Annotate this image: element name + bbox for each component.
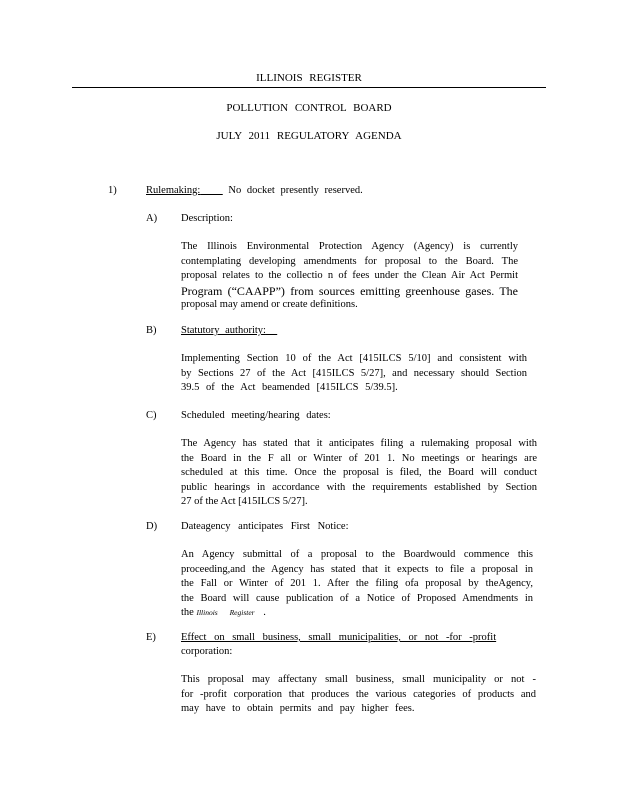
item-number: 1) [108,185,117,196]
section-c-heading: Scheduled meeting/hearing dates: [181,410,331,421]
section-e-letter: E) [146,632,156,643]
paragraph-line: may have to obtain permits and pay higher fees. [181,703,415,715]
paragraph-line: 39.5 of the Act beamended [415ILCS 5/39.5]. [181,382,398,394]
rulemaking-value: No docket presently reserved. [228,185,363,196]
section-d-letter: D) [146,521,158,532]
rulemaking-line [146,185,363,196]
paragraph-line: Implementing Section 10 of the Act [415ILCS 5/10] and consistent with [181,353,527,364]
paragraph-line [181,606,533,621]
paragraph-line: The Agency has stated that it anticipates filing a rulemaking proposal with [181,438,537,449]
agenda-title: JULY 2011 REGULATORY AGENDA [216,130,402,142]
section-e-heading-2: corporation: [181,646,233,657]
last-line-prefix: the [181,607,194,619]
paragraph-line: the Board in the F all or Winter of 201 1. No meetings or hearings are [181,452,537,464]
section-b-heading-text: Statutory authority: [181,325,266,336]
paragraph-line: The Illinois Environmental Protection Agency (Agency) is currently [181,241,518,252]
board-title: POLLUTION CONTROL BOARD [226,102,392,114]
paragraph-line: proceeding,and the Agency has stated that it expects to file a proposal in [181,563,533,575]
paragraph-line: the Board will cause publication of a Notice of Proposed Amendments in [181,592,533,604]
last-line-suffix: . [263,607,266,619]
paragraph-line: scheduled at this time. Once the proposal is filed, the Board will conduct [181,467,537,479]
paragraph-line: contemplating developing amendments for proposal to the Board. The [181,255,518,267]
section-d-notice [181,548,533,621]
register-title: ILLINOIS REGISTER [256,72,362,84]
section-c-dates [181,437,537,510]
rulemaking-label: Rulemaking: [146,185,201,196]
paragraph-line: public hearings in accordance with the requirements established by Section [181,481,537,493]
paragraph-line: This proposal may affectany small business, small municipality or not - [181,674,536,685]
paragraph-line: 27 of the Act [415ILCS 5/27]. [181,496,308,508]
paragraph-line: Program (“CAAPP”) from sources emitting greenhouse gases. The [181,283,518,298]
section-a-heading: Description: [181,213,233,224]
section-b-authority [181,352,527,396]
section-b-heading [181,325,277,336]
paragraph-line: for -profit corporation that produces the various categories of products and [181,688,536,700]
section-b-letter: B) [146,325,157,336]
section-e-heading: Effect on small business, small municipalities, or not -for -profit [181,632,497,643]
section-a-letter: A) [146,213,158,224]
paragraph-line: the Fall or Winter of 201 1. After the filing ofa proposal by theAgency, [181,578,533,590]
paragraph-line: An Agency submittal of a proposal to the Boardwould commence this [181,549,533,560]
section-a-description [181,240,518,313]
paragraph-line: proposal relates to the collectio n of fees under the Clean Air Act Permit [181,270,518,282]
illinois-register-italic: Illinois Register [196,608,255,618]
section-e-effect [181,673,536,717]
paragraph-line: proposal may amend or create definitions. [181,299,358,311]
paragraph-line: by Sections 27 of the Act [415ILCS 5/27], and necessary should Section [181,367,527,379]
section-d-heading: Dateagency anticipates First Notice: [181,521,349,532]
header-rule [72,87,546,88]
section-c-letter: C) [146,410,157,421]
